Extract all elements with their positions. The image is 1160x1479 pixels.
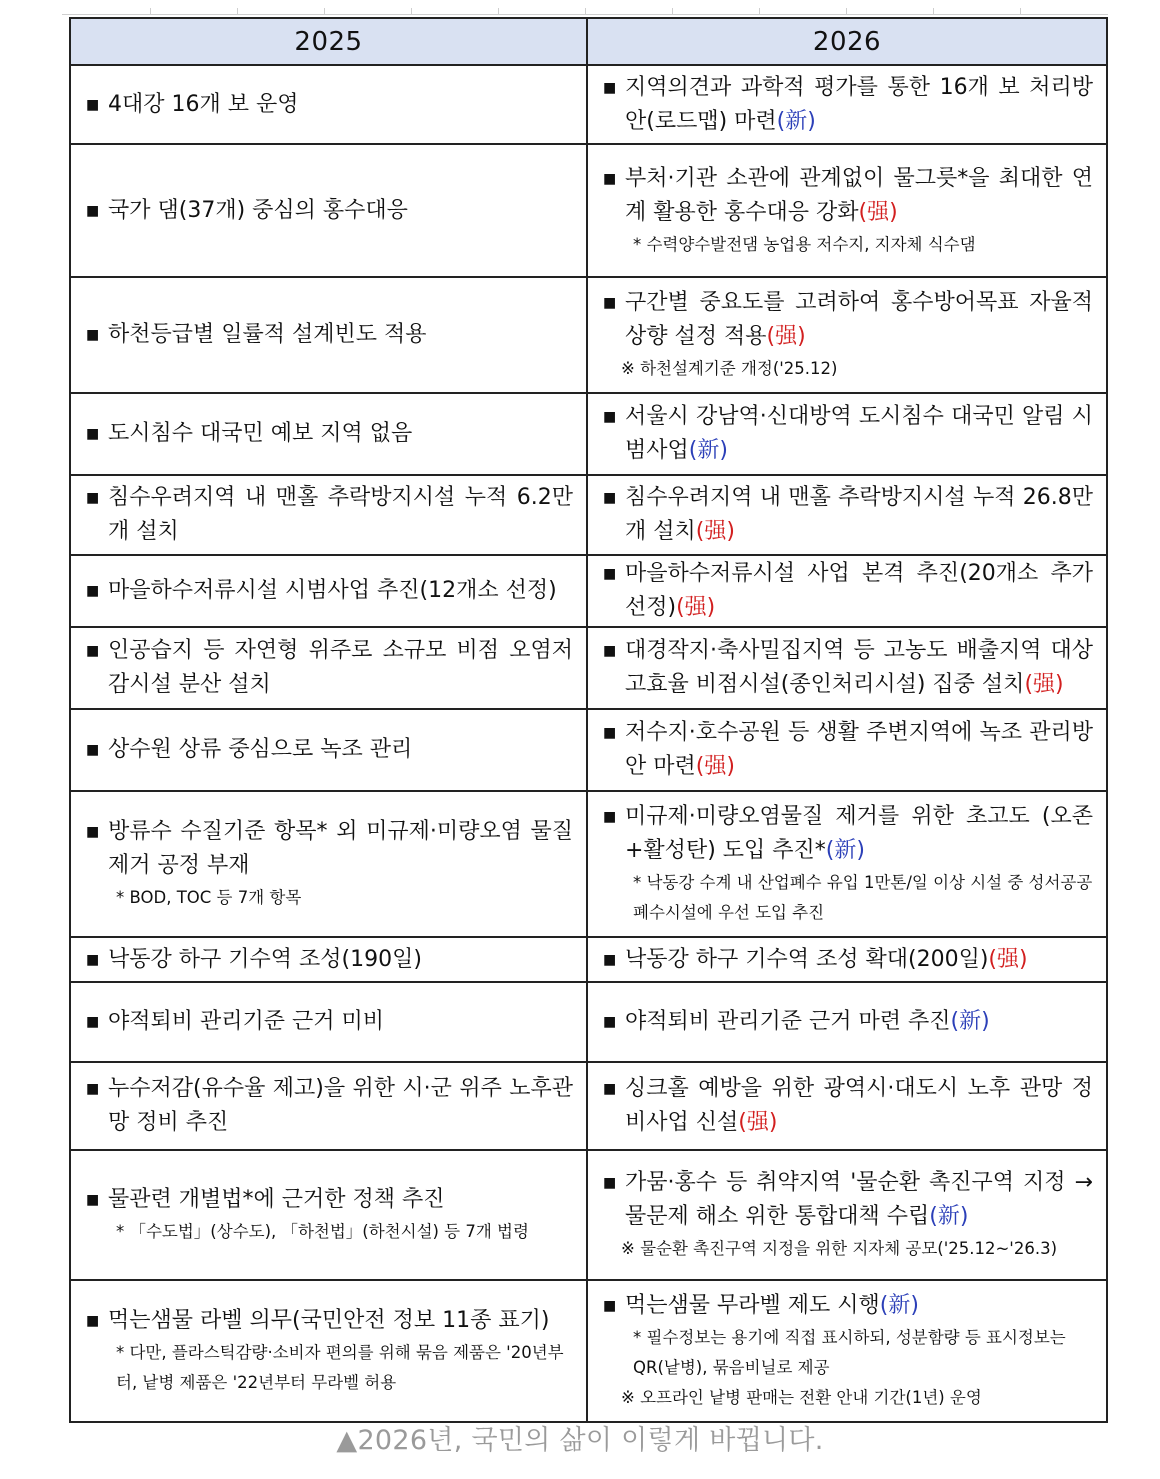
- black-square-bullet-icon: ■: [603, 951, 617, 968]
- black-square-bullet-icon: ■: [603, 1014, 617, 1030]
- cell-content: [589, 400, 1105, 468]
- bullet-item: [603, 162, 1093, 230]
- item-text: [108, 1072, 573, 1140]
- bullet-item: [603, 286, 1093, 354]
- item-main-text: 미규제·미량오염물질 제거를 위한 초고도 (오존+활성탄) 도입 추진*: [625, 804, 1093, 863]
- footnote: * 다만, 플라스틱감량·소비자 편의를 위해 묶음 제품은 '20년부터, 낱병 제품은 '22년부터 무라벨 허용: [116, 1343, 564, 1392]
- item-main-text: 마을하수저류시설 시범사업 추진(12개소 선정): [108, 578, 557, 603]
- ruler-tick: [846, 8, 847, 14]
- ruler-line: [62, 14, 1108, 15]
- cell-content: [72, 815, 585, 913]
- cell-2025: [70, 555, 587, 627]
- cell-content: [589, 481, 1105, 549]
- item-main-text: 4대강 16개 보 운영: [108, 91, 299, 117]
- new-tag: (新): [929, 1204, 969, 1229]
- table-body: [70, 65, 1107, 1422]
- black-square-bullet-icon: ■: [86, 327, 100, 343]
- bullet-item: [603, 634, 1093, 702]
- strengthened-tag: (强): [766, 324, 806, 349]
- cell-2025: [70, 791, 587, 937]
- item-main-text: 국가 댐(37개) 중심의 홍수대응: [108, 197, 408, 223]
- bullet-item: [86, 634, 573, 702]
- item-text: [108, 574, 573, 608]
- cell-2026: [587, 1280, 1107, 1422]
- ruler-tick: [1020, 8, 1021, 14]
- new-tag: (新): [688, 438, 728, 463]
- cell-content: [72, 1183, 585, 1247]
- bullet-item: [603, 400, 1093, 468]
- table-row: [70, 982, 1107, 1062]
- ruler-tick: [585, 8, 586, 14]
- item-main-text: 먹는샘물 무라벨 제도 시행: [625, 1293, 880, 1318]
- item-main-text: 지역의견과 과학적 평가를 통한 16개 보 처리방안(로드맵) 마련: [625, 74, 1093, 134]
- cell-2026: [587, 393, 1107, 475]
- item-text: [625, 557, 1093, 625]
- bullet-item: [603, 1289, 1093, 1323]
- cell-2026: [587, 937, 1107, 982]
- item-main-text: 야적퇴비 관리기준 근거 마련 추진: [625, 1009, 951, 1034]
- cell-content: [72, 733, 585, 767]
- item-text: [625, 162, 1093, 230]
- black-square-bullet-icon: ■: [86, 490, 100, 506]
- item-text: [625, 716, 1093, 784]
- bullet-item: [603, 800, 1093, 868]
- item-text: [108, 417, 573, 451]
- black-square-bullet-icon: ■: [86, 1081, 100, 1097]
- black-square-bullet-icon: ■: [603, 409, 617, 425]
- cell-content: [589, 1289, 1105, 1413]
- table-row: [70, 1280, 1107, 1422]
- item-text: [108, 481, 573, 549]
- cell-2026: [587, 144, 1107, 277]
- bullet-item: [603, 1072, 1093, 1140]
- bullet-item: [86, 1072, 573, 1140]
- item-text: [625, 943, 1093, 977]
- ruler-tick: [237, 8, 238, 14]
- cell-2026: [587, 982, 1107, 1062]
- black-square-bullet-icon: ■: [86, 202, 100, 219]
- new-tag: (新): [879, 1293, 919, 1318]
- item-main-text: 먹는샘물 라벨 의무(국민안전 정보 11종 표기): [108, 1308, 550, 1333]
- item-main-text: 야적퇴비 관리기준 근거 미비: [108, 1009, 385, 1034]
- black-square-bullet-icon: ■: [603, 295, 617, 311]
- item-text: [625, 1005, 1093, 1039]
- footnote: * BOD, TOC 등 7개 항목: [116, 888, 302, 907]
- item-main-text: 마을하수저류시설 사업 본격 추진(20개소 추가 선정): [625, 561, 1093, 620]
- black-square-bullet-icon: ■: [603, 1175, 617, 1191]
- footnote: ※ 오프라인 낱병 판매는 전환 안내 기간(1년) 운영: [621, 1388, 982, 1407]
- strengthened-tag: (强): [695, 519, 735, 544]
- ruler-tick: [411, 8, 412, 14]
- cell-content: [72, 634, 585, 702]
- item-main-text: 서울시 강남역·신대방역 도시침수 대국민 알림 시범사업: [625, 404, 1093, 463]
- bullet-item: [86, 481, 573, 549]
- bullet-item: [86, 943, 573, 977]
- black-square-bullet-icon: ■: [603, 490, 617, 506]
- item-main-text: 상수원 상류 중심으로 녹조 관리: [108, 737, 413, 762]
- item-text: [625, 1166, 1093, 1234]
- black-square-bullet-icon: ■: [86, 426, 100, 442]
- cell-2025: [70, 65, 587, 144]
- cell-2025: [70, 475, 587, 555]
- cell-2026: [587, 555, 1107, 627]
- item-text: [108, 1304, 573, 1338]
- bullet-item: [86, 574, 573, 608]
- bullet-item: [86, 417, 573, 451]
- cell-content: [72, 574, 585, 608]
- strengthened-tag: (强): [738, 1110, 778, 1135]
- footnote: * 필수정보는 용기에 직접 표시하되, 성분함량 등 표시정보는 QR(낱병), 묶음비닐로 제공: [633, 1328, 1066, 1377]
- item-main-text: 부처·기관 소관에 관계없이 물그릇*을 최대한 연계 활용한 홍수대응 강화: [625, 165, 1093, 225]
- item-main-text: 하천등급별 일률적 설계빈도 적용: [108, 322, 427, 347]
- cell-content: [589, 634, 1105, 702]
- black-square-bullet-icon: ■: [603, 79, 617, 96]
- black-square-bullet-icon: ■: [603, 643, 617, 659]
- cell-content: [72, 1304, 585, 1398]
- table-row: [70, 937, 1107, 982]
- cell-content: [589, 716, 1105, 784]
- bullet-item: [86, 194, 573, 228]
- strengthened-tag: (强): [695, 754, 735, 779]
- black-square-bullet-icon: ■: [86, 951, 100, 968]
- item-main-text: 누수저감(유수율 제고)을 위한 시·군 위주 노후관망 정비 추진: [108, 1076, 573, 1135]
- header-2026: 2026: [587, 18, 1107, 65]
- footnote: * 「수도법」(상수도), 「하천법」(하천시설) 등 7개 법령: [116, 1222, 529, 1241]
- item-main-text: 저수지·호수공원 등 생활 주변지역에 녹조 관리방안 마련: [625, 720, 1093, 779]
- black-square-bullet-icon: ■: [86, 824, 100, 840]
- cell-content: [589, 557, 1105, 625]
- cell-2026: [587, 627, 1107, 709]
- cell-2025: [70, 393, 587, 475]
- cell-2025: [70, 1150, 587, 1280]
- bullet-item: [86, 1183, 573, 1217]
- comparison-table: [69, 17, 1108, 1423]
- item-text: [108, 1005, 573, 1039]
- cell-content: [589, 1005, 1105, 1039]
- item-main-text: 물관련 개별법*에 근거한 정책 추진: [108, 1187, 445, 1212]
- table-row: [70, 791, 1107, 937]
- new-tag: (新): [950, 1009, 990, 1034]
- item-main-text: 가뭄·홍수 등 취약지역 '물순환 촉진구역 지정 → 물문제 해소 위한 통합대책 수립: [625, 1170, 1093, 1229]
- table-row: [70, 1150, 1107, 1280]
- item-main-text: 침수우려지역 내 맨홀 추락방지시설 누적 26.8만개 설치: [625, 485, 1093, 544]
- table-row: [70, 475, 1107, 555]
- item-text: [108, 1183, 573, 1217]
- black-square-bullet-icon: ■: [86, 96, 100, 113]
- black-square-bullet-icon: ■: [86, 643, 100, 659]
- item-text: [108, 194, 573, 228]
- cell-content: [72, 194, 585, 228]
- caption: ▲2026년, 국민의 삶이 이렇게 바뀝니다.: [336, 1425, 824, 1456]
- cell-2025: [70, 627, 587, 709]
- bullet-item: [86, 88, 573, 122]
- black-square-bullet-icon: ■: [86, 742, 100, 758]
- black-square-bullet-icon: ■: [603, 1298, 617, 1314]
- bullet-item: [86, 733, 573, 767]
- cell-2026: [587, 791, 1107, 937]
- bullet-item: [603, 1005, 1093, 1039]
- cell-2026: [587, 277, 1107, 393]
- cell-2025: [70, 144, 587, 277]
- bullet-item: [86, 318, 573, 352]
- cell-content: [72, 88, 585, 122]
- item-main-text: 구간별 중요도를 고려하여 홍수방어목표 자율적 상향 설정 적용: [625, 290, 1093, 349]
- footnote: ※ 하천설계기준 개정('25.12): [621, 359, 838, 378]
- cell-content: [72, 943, 585, 977]
- table-row: [70, 277, 1107, 393]
- black-square-bullet-icon: ■: [86, 583, 100, 599]
- ruler-tick: [933, 8, 934, 14]
- black-square-bullet-icon: ■: [603, 170, 617, 187]
- cell-content: [589, 1072, 1105, 1140]
- new-tag: (新): [825, 838, 865, 863]
- item-text: [625, 1289, 1093, 1323]
- cell-2026: [587, 709, 1107, 791]
- strengthened-tag: (强): [988, 946, 1028, 972]
- table-row: [70, 555, 1107, 627]
- bullet-item: [603, 943, 1093, 977]
- new-tag: (新): [776, 108, 816, 134]
- item-text: [108, 634, 573, 702]
- bullet-item: [603, 557, 1093, 625]
- item-main-text: 인공습지 등 자연형 위주로 소규모 비점 오염저감시설 분산 설치: [108, 638, 573, 697]
- ruler-tick: [498, 8, 499, 14]
- item-main-text: 싱크홀 예방을 위한 광역시·대도시 노후 관망 정비사업 신설: [625, 1076, 1093, 1135]
- black-square-bullet-icon: ■: [603, 725, 617, 741]
- cell-2026: [587, 1062, 1107, 1150]
- header-2025: 2025: [70, 18, 587, 65]
- footnote: * 낙동강 수계 내 산업폐수 유입 1만톤/일 이상 시설 중 성서공공폐수시설에 우선 도입 추진: [633, 873, 1093, 922]
- item-text: [625, 481, 1093, 549]
- table-header-row: [70, 18, 1107, 65]
- item-main-text: 낙동강 하구 기수역 조성 확대(200일): [625, 946, 989, 972]
- black-square-bullet-icon: ■: [603, 809, 617, 825]
- item-text: [108, 88, 573, 122]
- strengthened-tag: (强): [858, 199, 898, 225]
- item-text: [108, 733, 573, 767]
- table-row: [70, 627, 1107, 709]
- item-text: [108, 318, 573, 352]
- cell-content: [589, 1166, 1105, 1264]
- cell-2025: [70, 709, 587, 791]
- black-square-bullet-icon: ■: [86, 1192, 100, 1208]
- item-text: [625, 286, 1093, 354]
- bullet-item: [603, 481, 1093, 549]
- black-square-bullet-icon: ■: [86, 1014, 100, 1030]
- cell-content: [72, 1005, 585, 1039]
- black-square-bullet-icon: ■: [603, 1081, 617, 1097]
- ruler-tick: [324, 8, 325, 14]
- cell-content: [589, 162, 1105, 260]
- item-text: [625, 800, 1093, 868]
- strengthened-tag: (强): [1024, 672, 1064, 697]
- cell-content: [589, 286, 1105, 384]
- item-text: [108, 815, 573, 883]
- table-row: [70, 1062, 1107, 1150]
- cell-content: [72, 417, 585, 451]
- bullet-item: [86, 1304, 573, 1338]
- cell-2026: [587, 1150, 1107, 1280]
- item-text: [625, 634, 1093, 702]
- table-row: [70, 709, 1107, 791]
- cell-2026: [587, 475, 1107, 555]
- ruler-tick: [672, 8, 673, 14]
- ruler-tick: [759, 8, 760, 14]
- item-text: [625, 1072, 1093, 1140]
- cell-2025: [70, 982, 587, 1062]
- cell-content: [589, 943, 1105, 977]
- cell-2025: [70, 937, 587, 982]
- item-main-text: 도시침수 대국민 예보 지역 없음: [108, 421, 413, 446]
- cell-2026: [587, 65, 1107, 144]
- cell-content: [72, 318, 585, 352]
- item-main-text: 대경작지·축사밀집지역 등 고농도 배출지역 대상 고효율 비점시설(종인처리시설) 집중 설치: [625, 638, 1093, 697]
- cell-2025: [70, 277, 587, 393]
- cell-content: [589, 71, 1105, 139]
- bullet-item: [86, 815, 573, 883]
- cell-content: [72, 1072, 585, 1140]
- bullet-item: [603, 716, 1093, 784]
- cell-2025: [70, 1280, 587, 1422]
- footnote: * 수력양수발전댐 농업용 저수지, 지자체 식수댐: [633, 234, 976, 254]
- strengthened-tag: (强): [676, 595, 716, 620]
- black-square-bullet-icon: ■: [86, 1313, 100, 1329]
- item-main-text: 낙동강 하구 기수역 조성(190일): [108, 946, 422, 972]
- cell-content: [589, 800, 1105, 928]
- ruler-tick: [150, 8, 151, 14]
- table-row: [70, 65, 1107, 144]
- cell-content: [72, 481, 585, 549]
- item-text: [625, 400, 1093, 468]
- table-row: [70, 393, 1107, 475]
- bullet-item: [603, 71, 1093, 139]
- item-text: [108, 943, 573, 977]
- table-row: [70, 144, 1107, 277]
- black-square-bullet-icon: ■: [603, 566, 617, 582]
- footnote: ※ 물순환 촉진구역 지정을 위한 지자체 공모('25.12~'26.3): [621, 1239, 1058, 1258]
- item-text: [625, 71, 1093, 139]
- item-main-text: 방류수 수질기준 항목* 외 미규제·미량오염 물질 제거 공정 부재: [108, 819, 573, 878]
- bullet-item: [86, 1005, 573, 1039]
- cell-2025: [70, 1062, 587, 1150]
- bullet-item: [603, 1166, 1093, 1234]
- item-main-text: 침수우려지역 내 맨홀 추락방지시설 누적 6.2만개 설치: [108, 485, 573, 544]
